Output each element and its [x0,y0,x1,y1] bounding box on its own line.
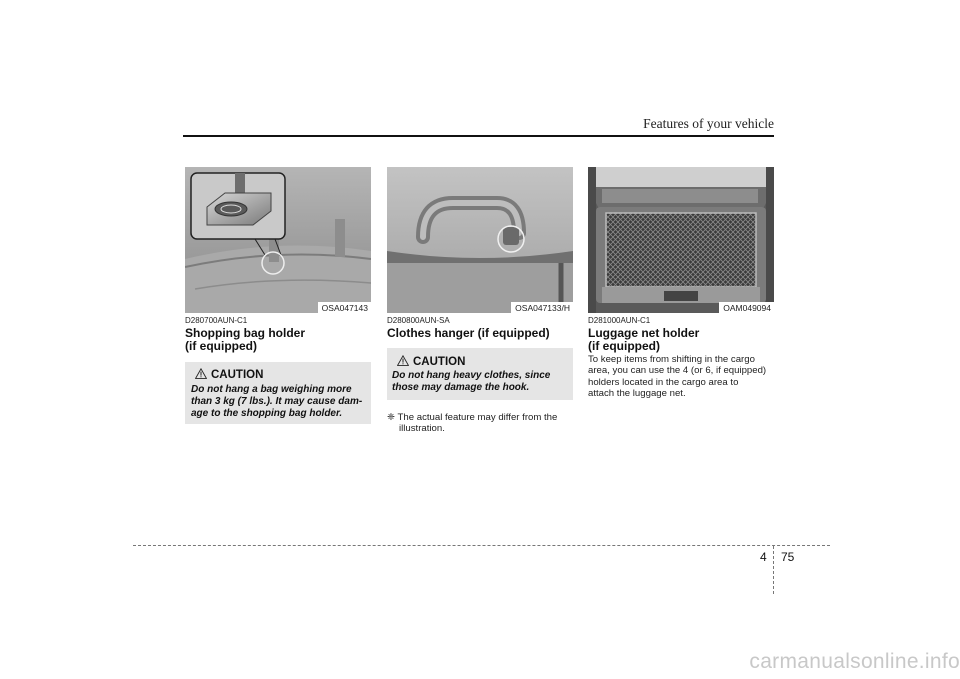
luggage-net-photo [588,167,774,313]
clothes-hanger-photo [387,167,573,313]
image-code: OAM049094 [719,302,774,313]
watermark: carmanualsonline.info [749,650,960,673]
shopping-bag-holder-photo [185,167,371,313]
section-heading: Clothes hanger (if equipped) [387,326,550,340]
image-code: OSA047133/H [511,302,573,313]
caution-text: Do not hang heavy clothes, since those may damage the hook. [392,370,551,393]
section-heading: Luggage net holder (if equipped) [588,326,700,353]
note-bullet: ❈ [387,412,396,423]
item-code: D280800AUN-SA [387,316,450,325]
caution-title: CAUTION [413,356,466,368]
section-title: Features of your vehicle [643,116,774,131]
note: ❈ The actual feature may differ from the illustration. [387,412,558,435]
page-number: 75 [781,550,795,564]
caution-box [387,348,573,400]
caution-title: CAUTION [211,369,264,381]
footer-divider [773,546,774,594]
caution-box [185,362,371,424]
footer-rule [133,545,830,546]
item-code: D280700AUN-C1 [185,316,248,325]
body-text: To keep items from shifting in the cargo area, you can use the 4 (or 6, if equipped) holders located in the cargo area to attach the luggage net. [588,354,767,400]
caution-text: Do not hang a bag weighing more than 3 kg (7 lbs.). It may cause dam- age to the shopping bag holder. [191,384,363,419]
warning-triangle-icon [195,368,207,379]
image-code: OSA047143 [318,302,371,313]
warning-triangle-icon [397,355,409,366]
section-heading: Shopping bag holder (if equipped) [185,326,305,353]
header-rule [183,135,774,137]
item-code: D281000AUN-C1 [588,316,651,325]
chapter-number: 4 [760,550,767,564]
